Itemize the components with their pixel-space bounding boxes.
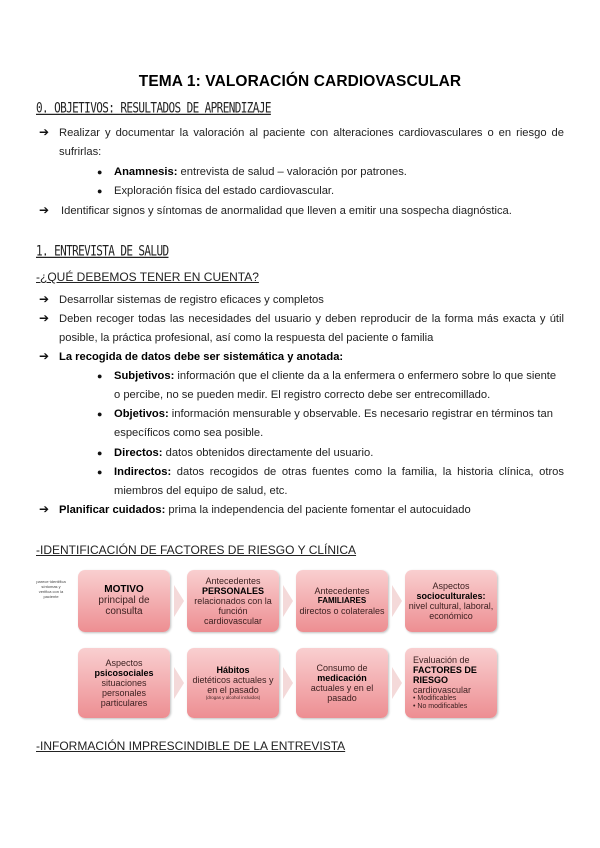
box-factores-riesgo: Evaluación de FACTORES DE RIESGO cardiovascular • Modificables • No modificables bbox=[405, 648, 497, 718]
objective-item-1: Realizar y documentar la valoración al paciente con alteraciones cardiovasculares o en riesgo de bbox=[59, 127, 564, 139]
box-motivo: MOTIVO principal de consulta bbox=[78, 570, 170, 632]
subheading-que-debemos: -¿QUÉ DEBEMOS TENER EN CUENTA? bbox=[36, 270, 259, 284]
chevron-arrow bbox=[392, 585, 402, 617]
page-title: TEMA 1: VALORACIÓN CARDIOVASCULAR bbox=[138, 73, 462, 90]
objective-item-1-cont: sufrirlas: bbox=[59, 146, 102, 158]
bullet-dot: ● bbox=[97, 186, 103, 196]
arrow-bullet: ➔ bbox=[39, 292, 50, 306]
data-type-directos: Directos: datos obtenidos directamente del usuario. bbox=[114, 447, 374, 459]
arrow-bullet: ➔ bbox=[39, 125, 50, 139]
arrow-bullet: ➔ bbox=[39, 502, 50, 516]
box-socioculturales: Aspectos socioculturales: nivel cultural, laboral, económico bbox=[405, 570, 497, 632]
section-heading-objetivos: 0. OBJETIVOS: RESULTADOS DE APRENDIZAJE bbox=[36, 100, 271, 117]
data-type-subjetivos-cont: o percibe, no se pueden medir. El registro correcto debe ser entrecomillado. bbox=[114, 389, 491, 401]
bullet-dot: ● bbox=[97, 167, 103, 177]
subheading-informacion-imprescindible: -INFORMACIÓN IMPRESCINDIBLE DE LA ENTREVISTA bbox=[36, 739, 346, 753]
data-type-subjetivos: Subjetivos: información que el cliente da a la enfermera o enfermero sobre lo que siente bbox=[114, 370, 557, 382]
risk-factors-diagram bbox=[36, 564, 564, 724]
chevron-arrow bbox=[283, 667, 293, 699]
box-medicacion: Consumo de medicación actuales y en el pasado bbox=[296, 648, 388, 718]
bullet-dot: ● bbox=[97, 448, 103, 458]
interview-item-2-cont: posible, la práctica profesional, así como la respuesta del paciente o familia bbox=[59, 332, 434, 344]
arrow-bullet: ➔ bbox=[39, 311, 50, 325]
box-antecedentes-familiares: Antecedentes FAMILIARES directos o colaterales bbox=[296, 570, 388, 632]
data-type-indirectos-cont: miembros del equipo de salud, etc. bbox=[114, 485, 288, 497]
chevron-arrow bbox=[174, 585, 184, 617]
chevron-arrow bbox=[283, 585, 293, 617]
chevron-arrow bbox=[392, 667, 402, 699]
bullet-dot: ● bbox=[97, 467, 103, 477]
subheading-factores-riesgo: -IDENTIFICACIÓN DE FACTORES DE RIESGO Y CLÍNICA bbox=[36, 543, 357, 557]
box-antecedentes-personales: Antecedentes PERSONALES relacionados con la función cardiovascular bbox=[187, 570, 279, 632]
data-type-indirectos: Indirectos: datos recogidos de otras fuentes como la familia, la historia clínica, otros bbox=[114, 466, 564, 478]
chevron-arrow bbox=[174, 667, 184, 699]
interview-item-1: Desarrollar sistemas de registro eficaces y completos bbox=[59, 294, 324, 306]
objective-sub-anamnesis: Anamnesis: entrevista de salud – valoración por patrones. bbox=[114, 166, 407, 178]
side-note: parece·identifica síntomas y verifica con la paciente bbox=[36, 579, 66, 599]
interview-item-4: Planificar cuidados: prima la independencia del paciente fomentar el autocuidado bbox=[59, 504, 471, 516]
box-psicosociales: Aspectos psicosociales situaciones personales particulares bbox=[78, 648, 170, 718]
bullet-dot: ● bbox=[97, 409, 103, 419]
objective-item-2: Identificar signos y síntomas de anormalidad que lleven a emitir una sospecha diagnóstica. bbox=[61, 205, 512, 217]
bullet-dot: ● bbox=[97, 371, 103, 381]
arrow-bullet: ➔ bbox=[39, 349, 50, 363]
interview-item-2: Deben recoger todas las necesidades del usuario y deben reproducir de la forma más exacta y útil bbox=[59, 313, 564, 325]
data-type-objetivos-cont: específicos como sea posible. bbox=[114, 427, 264, 439]
box-habitos: Hábitos dietéticos actuales y en el pasado (drogas y alcohol incluidos) bbox=[187, 648, 279, 718]
data-type-objetivos: Objetivos: información mensurable y observable. Es necesario registrar en términos tan bbox=[114, 408, 553, 420]
section-heading-entrevista: 1. ENTREVISTA DE SALUD bbox=[36, 243, 169, 260]
arrow-bullet: ➔ bbox=[39, 203, 50, 217]
interview-item-3: La recogida de datos debe ser sistemática y anotada: bbox=[59, 351, 344, 363]
objective-sub-exploracion: Exploración física del estado cardiovascular. bbox=[114, 185, 335, 197]
